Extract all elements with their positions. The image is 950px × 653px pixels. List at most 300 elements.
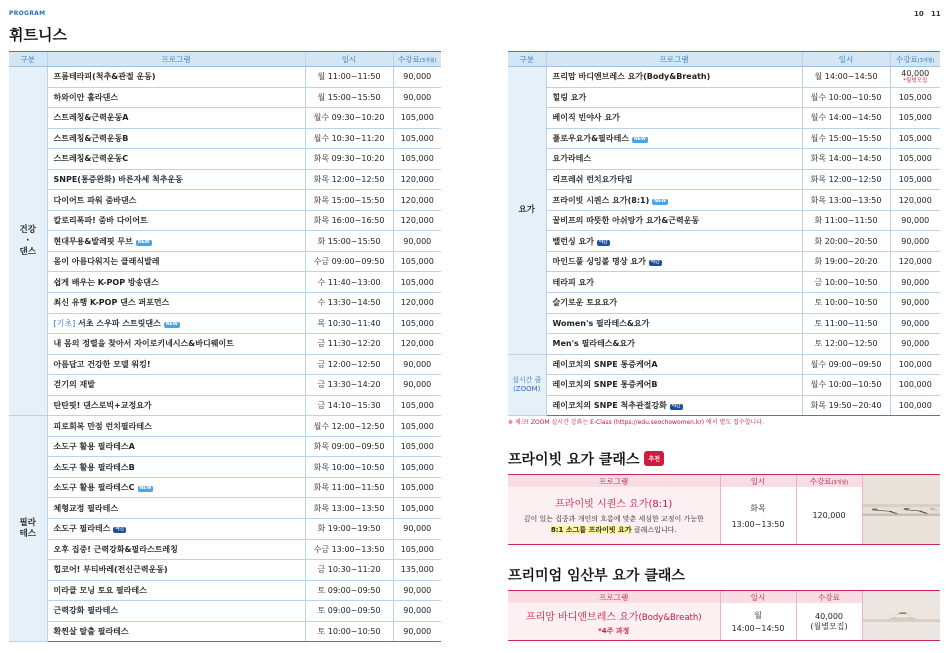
prenatal-yoga-note: *4주 과정 [598, 626, 630, 635]
program-name: 확찐살 탈출 필라테스 [53, 627, 129, 637]
program-name: 레이코치의 SNPE 척추관절강화 [552, 401, 667, 411]
fee-value: 90,000 [403, 606, 432, 616]
fee-cell [890, 149, 940, 170]
fee-cell [393, 334, 441, 355]
program-cell [47, 210, 305, 231]
new-badge: NEW [165, 321, 178, 327]
date-cell: 화 15:00~15:50 [305, 231, 393, 252]
date-cell: 화목 12:00~12:50 [305, 169, 393, 190]
fitness-schedule-table-right [508, 51, 940, 416]
date-cell: 화목 14:00~14:50 [802, 149, 890, 170]
new-badge: NEW [654, 198, 667, 204]
date-cell: 월수 12:00~12:50 [305, 416, 393, 437]
private-yoga-photo [862, 475, 940, 545]
fee-cell [890, 395, 940, 416]
prenatal-yoga-table [508, 590, 940, 641]
header-program: 프로그램 [508, 591, 720, 604]
program-name: 하와이안 훌라댄스 [53, 92, 119, 102]
date-cell: 금 13:30~14:20 [305, 375, 393, 396]
date-cell: 월 15:00~15:50 [305, 87, 393, 108]
program-name: 내 몸의 정렬을 찾아서 자이로키네시스&바디웨이트 [53, 339, 234, 349]
fee-cell [393, 395, 441, 416]
fee-cell [393, 498, 441, 519]
private-yoga-date-cell [720, 487, 796, 545]
desc-line-2: 클래스입니다. [631, 526, 677, 534]
fee-cell [393, 149, 441, 170]
program-cell [546, 190, 802, 211]
table-row [9, 621, 441, 642]
date-cell: 월 11:00~11:50 [305, 67, 393, 88]
table-row [9, 375, 441, 396]
date-cell: 월수 10:00~10:50 [802, 87, 890, 108]
date-cell: 화 20:00~20:50 [802, 231, 890, 252]
table-row [9, 601, 441, 622]
program-cell [546, 272, 802, 293]
fee-value: 90,000 [403, 236, 432, 246]
fitness-title: 휘트니스 [9, 26, 67, 44]
private-yoga-table [508, 474, 940, 545]
header-category: 구분 [508, 52, 546, 67]
program-name: 밸런싱 요가 [552, 236, 594, 246]
program-name: 미라클 모닝 토요 필라테스 [53, 585, 147, 595]
date-cell: 월수 10:00~10:50 [802, 375, 890, 396]
night-badge: 야간 [650, 260, 660, 266]
fitness-schedule-table-left [9, 51, 441, 642]
fee-cell [393, 457, 441, 478]
program-cell [47, 354, 305, 375]
program-cell [546, 251, 802, 272]
private-yoga-day: 화목 [750, 503, 766, 513]
program-name: 꿀비프의 따뜻한 아쉬탕가 요가&근력운동 [552, 216, 700, 226]
program-cell [47, 539, 305, 560]
category-cell: 요가 [508, 67, 546, 355]
date-cell: 월수 09:00~09:50 [802, 354, 890, 375]
table-row [9, 272, 441, 293]
table-row [9, 539, 441, 560]
fee-cell [890, 67, 940, 88]
program-cell [47, 519, 305, 540]
date-cell: 수금 13:00~13:50 [305, 539, 393, 560]
program-cell [546, 210, 802, 231]
table-row [9, 67, 441, 88]
table-row [9, 334, 441, 355]
new-badge: NEW [139, 486, 152, 492]
program-cell [47, 375, 305, 396]
program-cell [546, 313, 802, 334]
program-name: 리프레쉬 런치요가타임 [552, 175, 633, 184]
date-cell: 화목 15:00~15:50 [305, 190, 393, 211]
yoga-class-photo [863, 504, 941, 516]
fee-cell [393, 601, 441, 622]
fee-value: 90,000 [403, 92, 432, 102]
fee-value: 90,000 [403, 72, 432, 82]
new-badge: NEW [634, 136, 646, 142]
prenatal-title-sub: (Body&Breath) [638, 612, 702, 623]
date-cell: 금 12:00~12:50 [305, 354, 393, 375]
date-cell: 금 11:30~12:20 [305, 334, 393, 355]
program-name: 프리맘 바디앤브레스 요가(Body&Breath) [552, 72, 711, 82]
fee-cell [890, 354, 940, 375]
program-name: 최신 유행 K-POP 댄스 퍼포먼스 [53, 298, 170, 308]
fee-value: 90,000 [403, 585, 432, 595]
fee-value: 105,000 [898, 133, 932, 143]
table-row [508, 128, 940, 149]
prenatal-yoga-fee-note: (월별모집) [810, 621, 848, 631]
date-cell: 화목 09:00~09:50 [305, 436, 393, 457]
fee-cell [890, 313, 940, 334]
table-row [508, 395, 940, 416]
desc-highlight: 8:1 소그룹 프라이빗 요가 [550, 526, 632, 534]
program-name: 몸이 아름다워지는 클래식발레 [53, 257, 160, 267]
program-cell [47, 251, 305, 272]
fee-cell [393, 477, 441, 498]
program-cell [47, 128, 305, 149]
fee-cell [393, 313, 441, 334]
table-row [9, 354, 441, 375]
fee-value: 105,000 [400, 483, 434, 493]
program-name: 소도구 필라테스 [53, 524, 111, 534]
date-cell: 화목 10:00~10:50 [305, 457, 393, 478]
night-badge: 야간 [671, 404, 681, 410]
table-row [9, 210, 441, 231]
program-name: 스트레칭&근력운동B [53, 133, 129, 143]
program-cell [47, 334, 305, 355]
program-name: 레이코치의 SNPE 통증케어B [552, 380, 658, 390]
fee-cell [393, 128, 441, 149]
fee-value: 90,000 [901, 339, 930, 349]
fee-value: 105,000 [898, 113, 932, 123]
date-cell: 토 09:00~09:50 [305, 580, 393, 601]
date-cell: 토 09:00~09:50 [305, 601, 393, 622]
program-name: 슬기로운 토요요가 [552, 298, 618, 308]
prenatal-yoga-program-cell [508, 603, 720, 641]
fee-value: 105,000 [400, 133, 434, 143]
private-yoga-program-title: 프라이빗 시퀀스 요가(8:1) [555, 499, 673, 510]
date-cell: 화목 09:30~10:20 [305, 149, 393, 170]
program-cell [47, 477, 305, 498]
date-cell: 월수 10:30~11:20 [305, 128, 393, 149]
program-name: 힐링 요가 [552, 92, 587, 102]
fee-value: 105,000 [400, 442, 434, 452]
fee-value: 120,000 [400, 195, 434, 205]
table-row [508, 375, 940, 396]
header-date: 일시 [720, 475, 796, 488]
table-row [9, 149, 441, 170]
header-fee [890, 52, 940, 67]
date-cell: 수 13:30~14:50 [305, 293, 393, 314]
date-cell: 월수 15:00~15:50 [802, 128, 890, 149]
table-row [9, 190, 441, 211]
page-number-left: 10 [914, 10, 924, 18]
header-date: 일시 [720, 591, 796, 604]
program-cell [546, 87, 802, 108]
header-fee [796, 475, 862, 488]
program-cell [47, 231, 305, 252]
program-cell [546, 293, 802, 314]
table-row [508, 190, 940, 211]
header-fee-label: 수강료 [809, 476, 832, 486]
program-name: 플로우요가&필라테스 [552, 133, 630, 143]
header-fee-unit: (3개월) [419, 57, 437, 64]
prenatal-yoga-program-title [508, 608, 720, 623]
fee-value: 105,000 [400, 462, 434, 472]
date-cell: 토 11:00~11:50 [802, 313, 890, 334]
program-cell [47, 293, 305, 314]
program-cell [546, 149, 802, 170]
fee-value: 100,000 [898, 401, 932, 411]
fee-cell [393, 580, 441, 601]
fee-value: 105,000 [898, 92, 932, 102]
date-cell: 금 10:00~10:50 [802, 272, 890, 293]
program-name: SNPE(통증완화) 바른자세 척추운동 [53, 175, 183, 184]
program-name: 오후 집중! 근력강화&필라스트레칭 [53, 544, 178, 554]
program-name: 아름답고 건강한 모델 워킹! [53, 359, 151, 369]
program-name: 마인드풀 싱잉볼 명상 요가 [552, 257, 646, 267]
table-row [9, 395, 441, 416]
table-row [508, 87, 940, 108]
date-cell: 화목 16:00~16:50 [305, 210, 393, 231]
program-name: 요가라테스 [552, 154, 592, 164]
header-program: 프로그램 [546, 52, 802, 67]
fee-cell [393, 231, 441, 252]
fee-cell [890, 169, 940, 190]
table-row [9, 293, 441, 314]
table-row [9, 313, 441, 334]
program-cell [47, 436, 305, 457]
new-badge: NEW [137, 239, 150, 245]
program-name: 탄탄핏! 댄스로빅+교정요가 [53, 401, 152, 411]
header-fee-label: 수강료 [896, 54, 918, 64]
fee-cell [890, 334, 940, 355]
fee-value: 120,000 [400, 298, 434, 308]
fee-value: 105,000 [898, 154, 932, 164]
header-program: 프로그램 [508, 475, 720, 488]
category-cell: 필라 테스 [9, 416, 47, 642]
fee-cell [393, 436, 441, 457]
prenatal-yoga-fee: 40,000 [815, 611, 843, 621]
program-name: 베이직 빈야사 요가 [552, 113, 620, 123]
table-row [508, 313, 940, 334]
program-cell [546, 128, 802, 149]
program-name: 스트레칭&근력운동A [53, 113, 129, 123]
date-cell: 토 10:00~10:50 [305, 621, 393, 642]
table-row [508, 334, 940, 355]
fee-value: 105,000 [898, 175, 932, 184]
fee-cell [890, 128, 940, 149]
program-cell [47, 149, 305, 170]
program-cell [47, 395, 305, 416]
prenatal-yoga-day: 월 [754, 611, 762, 620]
prenatal-yoga-time: 14:00~14:50 [731, 624, 785, 633]
fee-value: 90,000 [403, 627, 432, 637]
program-name: 다이어트 파워 줌바댄스 [53, 195, 137, 205]
table-row [508, 354, 940, 375]
private-yoga-program-cell [508, 487, 720, 545]
program-name: 근력강화 필라테스 [53, 606, 119, 616]
program-name: 소도구 활용 필라테스A [53, 442, 135, 452]
program-cell [47, 601, 305, 622]
desc-line-1: 깊이 있는 집중과 개인의 흐름에 맞춘 세심한 교정이 가능한 [523, 515, 704, 523]
fee-cell [393, 190, 441, 211]
fee-value: 120,000 [400, 216, 434, 226]
program-name: 현대무용&발레핏 무브 [53, 236, 133, 246]
prenatal-yoga-date-cell [720, 603, 796, 641]
fee-cell [890, 210, 940, 231]
program-cell [47, 498, 305, 519]
date-cell: 화목 13:00~13:50 [305, 498, 393, 519]
table-row [9, 580, 441, 601]
table-row [9, 128, 441, 149]
program-name: 테라피 요가 [552, 277, 594, 287]
fee-value: 120,000 [898, 257, 932, 267]
fee-note: *월별모집 [903, 78, 928, 85]
fee-cell [890, 231, 940, 252]
recommend-badge: 추천 [644, 451, 664, 466]
fee-value: 120,000 [400, 175, 434, 184]
header-fee [393, 52, 441, 67]
fee-cell [890, 272, 940, 293]
table-row [9, 87, 441, 108]
fee-cell [393, 560, 441, 581]
fee-value: 40,000 [901, 69, 930, 79]
fee-value: 90,000 [403, 380, 432, 390]
program-cell [546, 354, 802, 375]
fee-value: 105,000 [400, 318, 434, 328]
fee-value: 105,000 [400, 277, 434, 287]
table-row [9, 251, 441, 272]
fee-cell [393, 272, 441, 293]
fee-value: 105,000 [400, 544, 434, 554]
prenatal-yoga-photo [862, 591, 940, 641]
table-row [508, 272, 940, 293]
table-row [9, 519, 441, 540]
date-cell: 토 10:00~10:50 [802, 293, 890, 314]
program-name: 피로회복 만점 런치필라테스 [53, 421, 152, 431]
night-badge: 야간 [115, 527, 125, 533]
zoom-note: ※ 체크! ZOOM 실시간 강좌는 E-Class (https://edu.seochowomen.kr) 에서 별도 접수합니다. [508, 419, 764, 426]
fee-value: 100,000 [898, 380, 932, 390]
fee-value: 105,000 [400, 503, 434, 513]
program-cell [546, 169, 802, 190]
date-cell: 화 11:00~11:50 [802, 210, 890, 231]
prenatal-yoga-fee-cell [796, 603, 862, 641]
date-cell: 수금 09:00~09:50 [305, 251, 393, 272]
fee-cell [890, 375, 940, 396]
program-cell [47, 67, 305, 88]
program-cell [546, 375, 802, 396]
date-cell: 화목 11:00~11:50 [305, 477, 393, 498]
program-cell [47, 560, 305, 581]
program-cell [47, 621, 305, 642]
fee-cell [393, 375, 441, 396]
program-cell [546, 395, 802, 416]
program-name: 걷기의 재발 [53, 380, 95, 390]
header-category: 구분 [9, 52, 47, 67]
page-number-right: 11 [931, 10, 941, 18]
fee-value: 135,000 [400, 565, 434, 575]
program-name: 칼로리폭파! 줌바 다이어트 [53, 216, 148, 226]
header-fee-label: 수강료 [398, 54, 420, 64]
fee-cell [393, 293, 441, 314]
table-row [508, 210, 940, 231]
fee-cell [393, 519, 441, 540]
fee-cell [890, 190, 940, 211]
program-name: 쉽게 배우는 K-POP 방송댄스 [53, 277, 159, 287]
fee-cell [890, 293, 940, 314]
date-cell: 화 19:00~20:20 [802, 251, 890, 272]
program-cell [546, 231, 802, 252]
date-cell: 월 14:00~14:50 [802, 67, 890, 88]
fee-cell [393, 169, 441, 190]
date-cell: 목 10:30~11:40 [305, 313, 393, 334]
header-program: 프로그램 [47, 52, 305, 67]
program-cell [47, 457, 305, 478]
table-row [508, 231, 940, 252]
program-prefix: [기초] [53, 318, 76, 328]
header-fee: 수강료 [796, 591, 862, 604]
program-cell [546, 67, 802, 88]
program-name: 스트레칭&근력운동C [53, 154, 129, 164]
program-cell [47, 169, 305, 190]
program-name: 프롬테라피(척추&관절 운동) [53, 72, 156, 82]
program-name: 레이코치의 SNPE 통증케어A [552, 359, 658, 369]
fee-cell [393, 108, 441, 129]
date-cell: 화 19:00~19:50 [305, 519, 393, 540]
table-row [508, 293, 940, 314]
private-yoga-fee: 120,000 [796, 487, 862, 545]
table-row [9, 457, 441, 478]
fee-cell [393, 87, 441, 108]
header-date: 일시 [802, 52, 890, 67]
program-name: 힙코어! 부티바레(전신근력운동) [53, 565, 168, 575]
table-row [508, 251, 940, 272]
table-row [9, 436, 441, 457]
fee-cell [890, 251, 940, 272]
private-yoga-time: 13:00~13:50 [731, 519, 785, 529]
fee-cell [393, 67, 441, 88]
table-row [508, 169, 940, 190]
program-name: 서초 스우파 스트릿댄스 [78, 318, 161, 328]
table-row [9, 477, 441, 498]
header-fee-unit: (3개월) [831, 479, 849, 486]
program-name: 체형교정 필라테스 [53, 503, 119, 513]
fee-cell [393, 210, 441, 231]
fee-value: 90,000 [403, 524, 432, 534]
fee-cell [393, 539, 441, 560]
prenatal-yoga-photo-image [863, 610, 941, 622]
date-cell: 화목 19:50~20:40 [802, 395, 890, 416]
fee-value: 105,000 [400, 154, 434, 164]
date-cell: 금 14:10~15:30 [305, 395, 393, 416]
fee-value: 105,000 [400, 421, 434, 431]
table-row [9, 498, 441, 519]
prenatal-title-main: 프리맘 바디앤브레스 요가 [525, 611, 639, 623]
program-name: 소도구 활용 필라테스B [53, 462, 135, 472]
program-cell [47, 87, 305, 108]
fee-value: 105,000 [400, 401, 434, 411]
program-cell [47, 416, 305, 437]
program-cell [47, 190, 305, 211]
date-cell: 금 10:30~11:20 [305, 560, 393, 581]
fee-cell [393, 416, 441, 437]
fee-value: 100,000 [898, 359, 932, 369]
fee-value: 105,000 [400, 113, 434, 123]
program-label: PROGRAM [9, 10, 46, 17]
program-cell [47, 313, 305, 334]
category-cell: 실시간 줌 (ZOOM) [508, 354, 546, 416]
program-name: Women's 필라테스&요가 [552, 318, 650, 328]
date-cell: 토 12:00~12:50 [802, 334, 890, 355]
